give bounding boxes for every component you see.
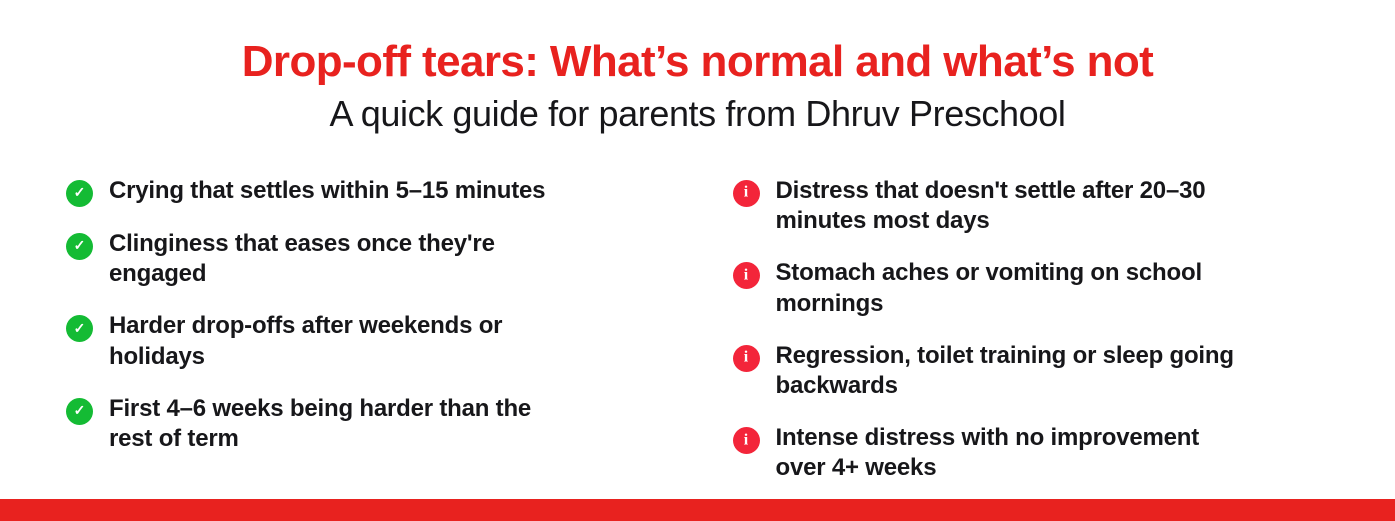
info-circle-icon: i (733, 180, 760, 207)
warning-signs-column (701, 176, 1336, 484)
list-item-label: Crying that settles within 5–15 minutes (109, 176, 546, 204)
page-subtitle: A quick guide for parents from Dhruv Preschool (329, 92, 1066, 134)
list-item-label: Clinginess that eases once they're engaged (109, 229, 495, 288)
list-item-label: Stomach aches or vomiting on school mornings (775, 259, 1202, 317)
footer-accent-bar (0, 499, 1395, 521)
list-item-label: Regression, toilet training or sleep going backwards (775, 341, 1234, 399)
list-item (66, 176, 701, 207)
check-circle-icon: ✓ (66, 233, 93, 260)
list-item (733, 423, 1336, 483)
list-item (733, 341, 1336, 401)
list-item-label: Distress that doesn't settle after 20–30 minutes most days (775, 176, 1206, 235)
list-item (66, 394, 701, 454)
info-circle-icon: i (733, 345, 760, 372)
check-circle-icon: ✓ (66, 315, 93, 342)
header (0, 0, 1395, 134)
list-item (66, 311, 701, 371)
check-circle-icon: ✓ (66, 398, 93, 425)
info-circle-icon: i (733, 262, 760, 289)
page-title: Drop-off tears: What’s normal and what’s not (241, 37, 1154, 86)
info-circle-icon: i (733, 427, 760, 454)
list-item-label: Intense distress with no improvement over 4+ weeks (775, 424, 1200, 482)
list-item (733, 176, 1336, 236)
list-item (733, 258, 1336, 318)
list-item-label: Harder drop-offs after weekends or holidays (109, 312, 503, 370)
list-item-label: First 4–6 weeks being harder than the rest of term (109, 394, 532, 452)
normal-signs-column (66, 176, 701, 484)
columns-container (0, 176, 1395, 484)
list-item (66, 229, 701, 289)
check-circle-icon: ✓ (66, 180, 93, 207)
